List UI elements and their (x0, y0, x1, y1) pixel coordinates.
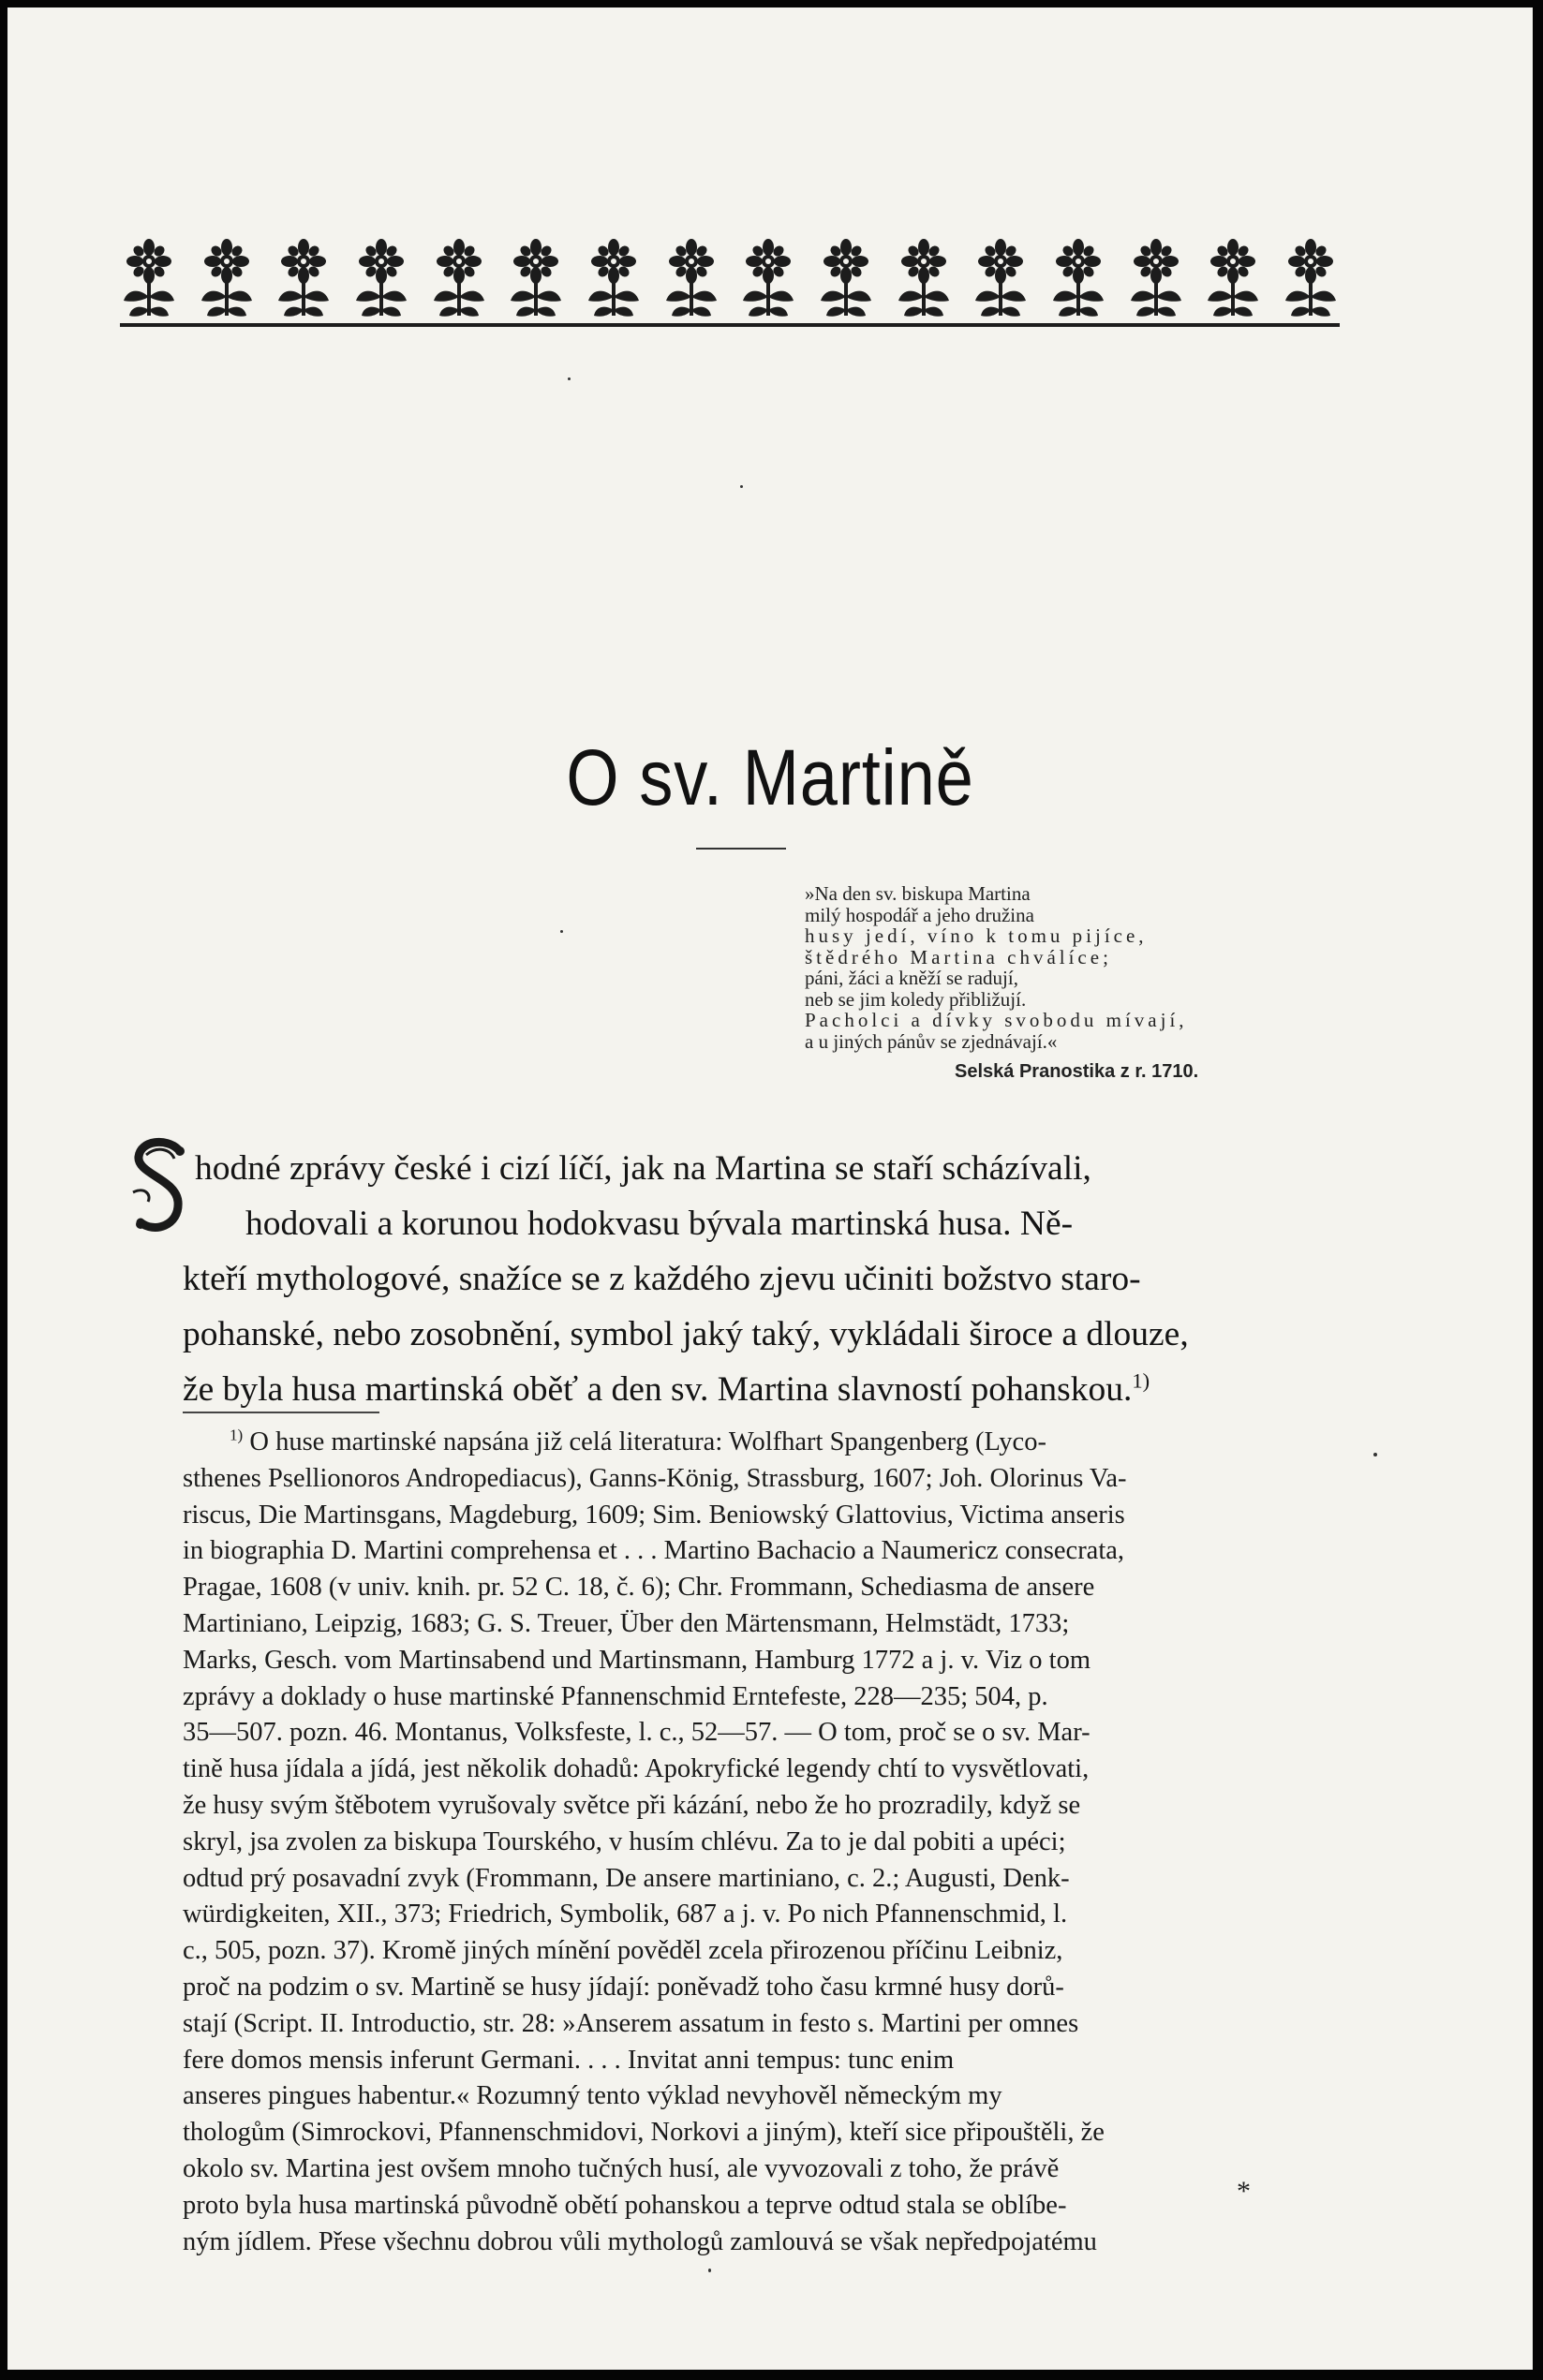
flower-ornament-icon (817, 235, 875, 324)
footnote-line: stají (Script. II. Introductio, str. 28: »Anserem assatum in festo s. Martini per omnes (183, 2008, 1079, 2038)
footnote-line: c., 505, pozn. 37). Kromě jiných mínění pověděl zcela přirozenou příčinu Leibniz, (183, 1936, 1063, 1966)
flower-ornament-icon (895, 235, 953, 324)
footnote-line: proto byla husa martinská původně obětí pohanskou a teprve odtud stala se oblíbe- (183, 2190, 1067, 2220)
ornament-rule (120, 323, 1340, 327)
motto-attribution: Selská Pranostika z r. 1710. (955, 1061, 1199, 1082)
footnote-line: odtud prý posavadní zvyk (Frommann, De ansere martiniano, c. 2.; Augusti, Denk- (183, 1863, 1070, 1893)
continuation-mark: * (1237, 2176, 1251, 2207)
flower-ornament-icon (1049, 235, 1107, 324)
flower-ornament-icon (1282, 235, 1340, 324)
motto-line: milý hospodář a jeho družina (805, 903, 1034, 926)
footnote-line: Pragae, 1608 (v univ. knih. pr. 52 C. 18, č. 6); Chr. Frommann, Schediasma de ansere (183, 1573, 1095, 1603)
flower-ornament-icon (352, 235, 410, 324)
print-speck (708, 2269, 711, 2272)
footnote-line: Marks, Gesch. vom Martinsabend und Martinsmann, Hamburg 1772 a j. v. Viz o tom (183, 1645, 1090, 1675)
body-line: pohanské, nebo zosobnění, symbol jaký taký, vykládali široce a dlouze, (183, 1315, 1189, 1353)
footnote-block (183, 1425, 1363, 2260)
flower-ornament-icon (972, 235, 1030, 324)
footnote-line: proč na podzim o sv. Martině se husy jídají: poněvadž toho času krmné husy dorů- (183, 1972, 1064, 2002)
motto-line: »Na den sv. biskupa Martina (805, 882, 1031, 905)
footnote-line: skryl, jsa zvolen za biskupa Tourského, v husím chlévu. Za to je dal pobiti a upéci; (183, 1826, 1066, 1856)
motto-line: štědrého Martina chválíce; (805, 945, 1112, 968)
book-page (7, 7, 1533, 2370)
footnote-line: anseres pingues habentur.« Rozumný tento výklad nevyhověl německým my (183, 2081, 1002, 2111)
flower-ornament-icon (662, 235, 720, 324)
flower-ornament-icon (1127, 235, 1185, 324)
footnote-line: tině husa jídala a jídá, jest několik dohadů: Apokryfické legendy chtí to vysvětlovati, (183, 1754, 1090, 1784)
flower-ornament-icon (739, 235, 797, 324)
footnote-line: zprávy a doklady o huse martinské Pfannenschmid Erntefeste, 228—235; 504, p. (183, 1681, 1048, 1711)
footnote-line: ným jídlem. Přese všechnu dobrou vůli mythologů zamlouvá se však nepředpojatému (183, 2226, 1097, 2256)
motto-line: Pacholci a dívky svobodu mívají, (805, 1009, 1188, 1031)
flower-ornament-icon (507, 235, 565, 324)
motto-line: neb se jim koledy přibližují. (805, 987, 1027, 1011)
motto-block (805, 883, 1367, 1083)
footnote-line: riscus, Die Martinsgans, Magdeburg, 1609; Sim. Beniowský Glattovius, Victima anseris (183, 1500, 1125, 1530)
body-line: hodovali a korunou hodokvasu bývala martinská husa. Ně- (245, 1205, 1074, 1243)
print-speck (740, 485, 743, 488)
body-line (183, 1362, 1363, 1417)
footnote-line: sthenes Psellionoros Andropediacus), Ganns-König, Strassburg, 1607; Joh. Olorinus Va- (183, 1463, 1127, 1493)
flower-ornament-icon (198, 235, 256, 324)
footnote-line: würdigkeiten, XII., 373; Friedrich, Symbolik, 687 a j. v. Po nich Pfannenschmid, l. (183, 1900, 1068, 1929)
flower-ornament-icon (274, 235, 333, 324)
motto-line: páni, žáci a kněží se radují, (805, 967, 1018, 989)
footnote-line: Martiniano, Leipzig, 1683; G. S. Treuer, Über den Märtensmann, Helmstädt, 1733; (183, 1608, 1070, 1638)
footnote-rule (183, 1412, 379, 1413)
footnote-line: 35—507. pozn. 46. Montanus, Volksfeste, l. c., 52—57. — O tom, proč se o sv. Mar- (183, 1718, 1090, 1748)
body-line-text: že byla husa martinská oběť a den sv. Martina slavností pohanskou. (183, 1370, 1133, 1409)
footnote-line: fere domos mensis inferunt Germani. . . . Invitat anni tempus: tunc enim (183, 2045, 955, 2075)
body-line: kteří mythologové, snažíce se z každého zjevu učiniti božstvo staro- (183, 1260, 1141, 1298)
footnote-mark: 1) (230, 1426, 244, 1444)
footnote-line: in biographia D. Martini comprehensa et . . . Martino Bachacio a Naumericz consecrata, (183, 1536, 1125, 1566)
flower-ornament-icon (430, 235, 488, 324)
motto-line: a u jiných pánův se zjednávají.« (805, 1029, 1058, 1053)
print-speck (568, 377, 571, 380)
chapter-title: O sv. Martině (566, 733, 974, 821)
footnote-line: okolo sv. Martina jest ovšem mnoho tučných husí, ale vyvozovali z toho, že právě (183, 2153, 1060, 2183)
print-speck (1373, 1453, 1377, 1456)
flower-ornament-icon (120, 235, 178, 324)
footnote-line: že husy svým štěbotem vyrušovaly světce při kázání, nebo že ho prozradily, když se (183, 1790, 1081, 1820)
title-divider (696, 848, 786, 850)
motto-line: husy jedí, víno k tomu pijíce, (805, 924, 1148, 947)
print-speck (560, 930, 563, 933)
footnote-reference: 1) (1132, 1368, 1150, 1393)
flower-ornament-row (120, 235, 1340, 324)
flower-ornament-icon (1204, 235, 1262, 324)
footnote-line: thologům (Simrockovi, Pfannenschmidovi, Norkovi a jiným), kteří sice připouštěli, že (183, 2118, 1105, 2148)
body-line: hodné zprávy české i cizí líčí, jak na Martina se staří scházívali, (195, 1149, 1091, 1188)
footnote-line-text: O huse martinské napsána již celá literatura: Wolfhart Spangenberg (Lyco- (249, 1427, 1046, 1456)
flower-ornament-icon (585, 235, 643, 324)
footnote-line (183, 1425, 1363, 1461)
body-paragraph (183, 1141, 1363, 1417)
